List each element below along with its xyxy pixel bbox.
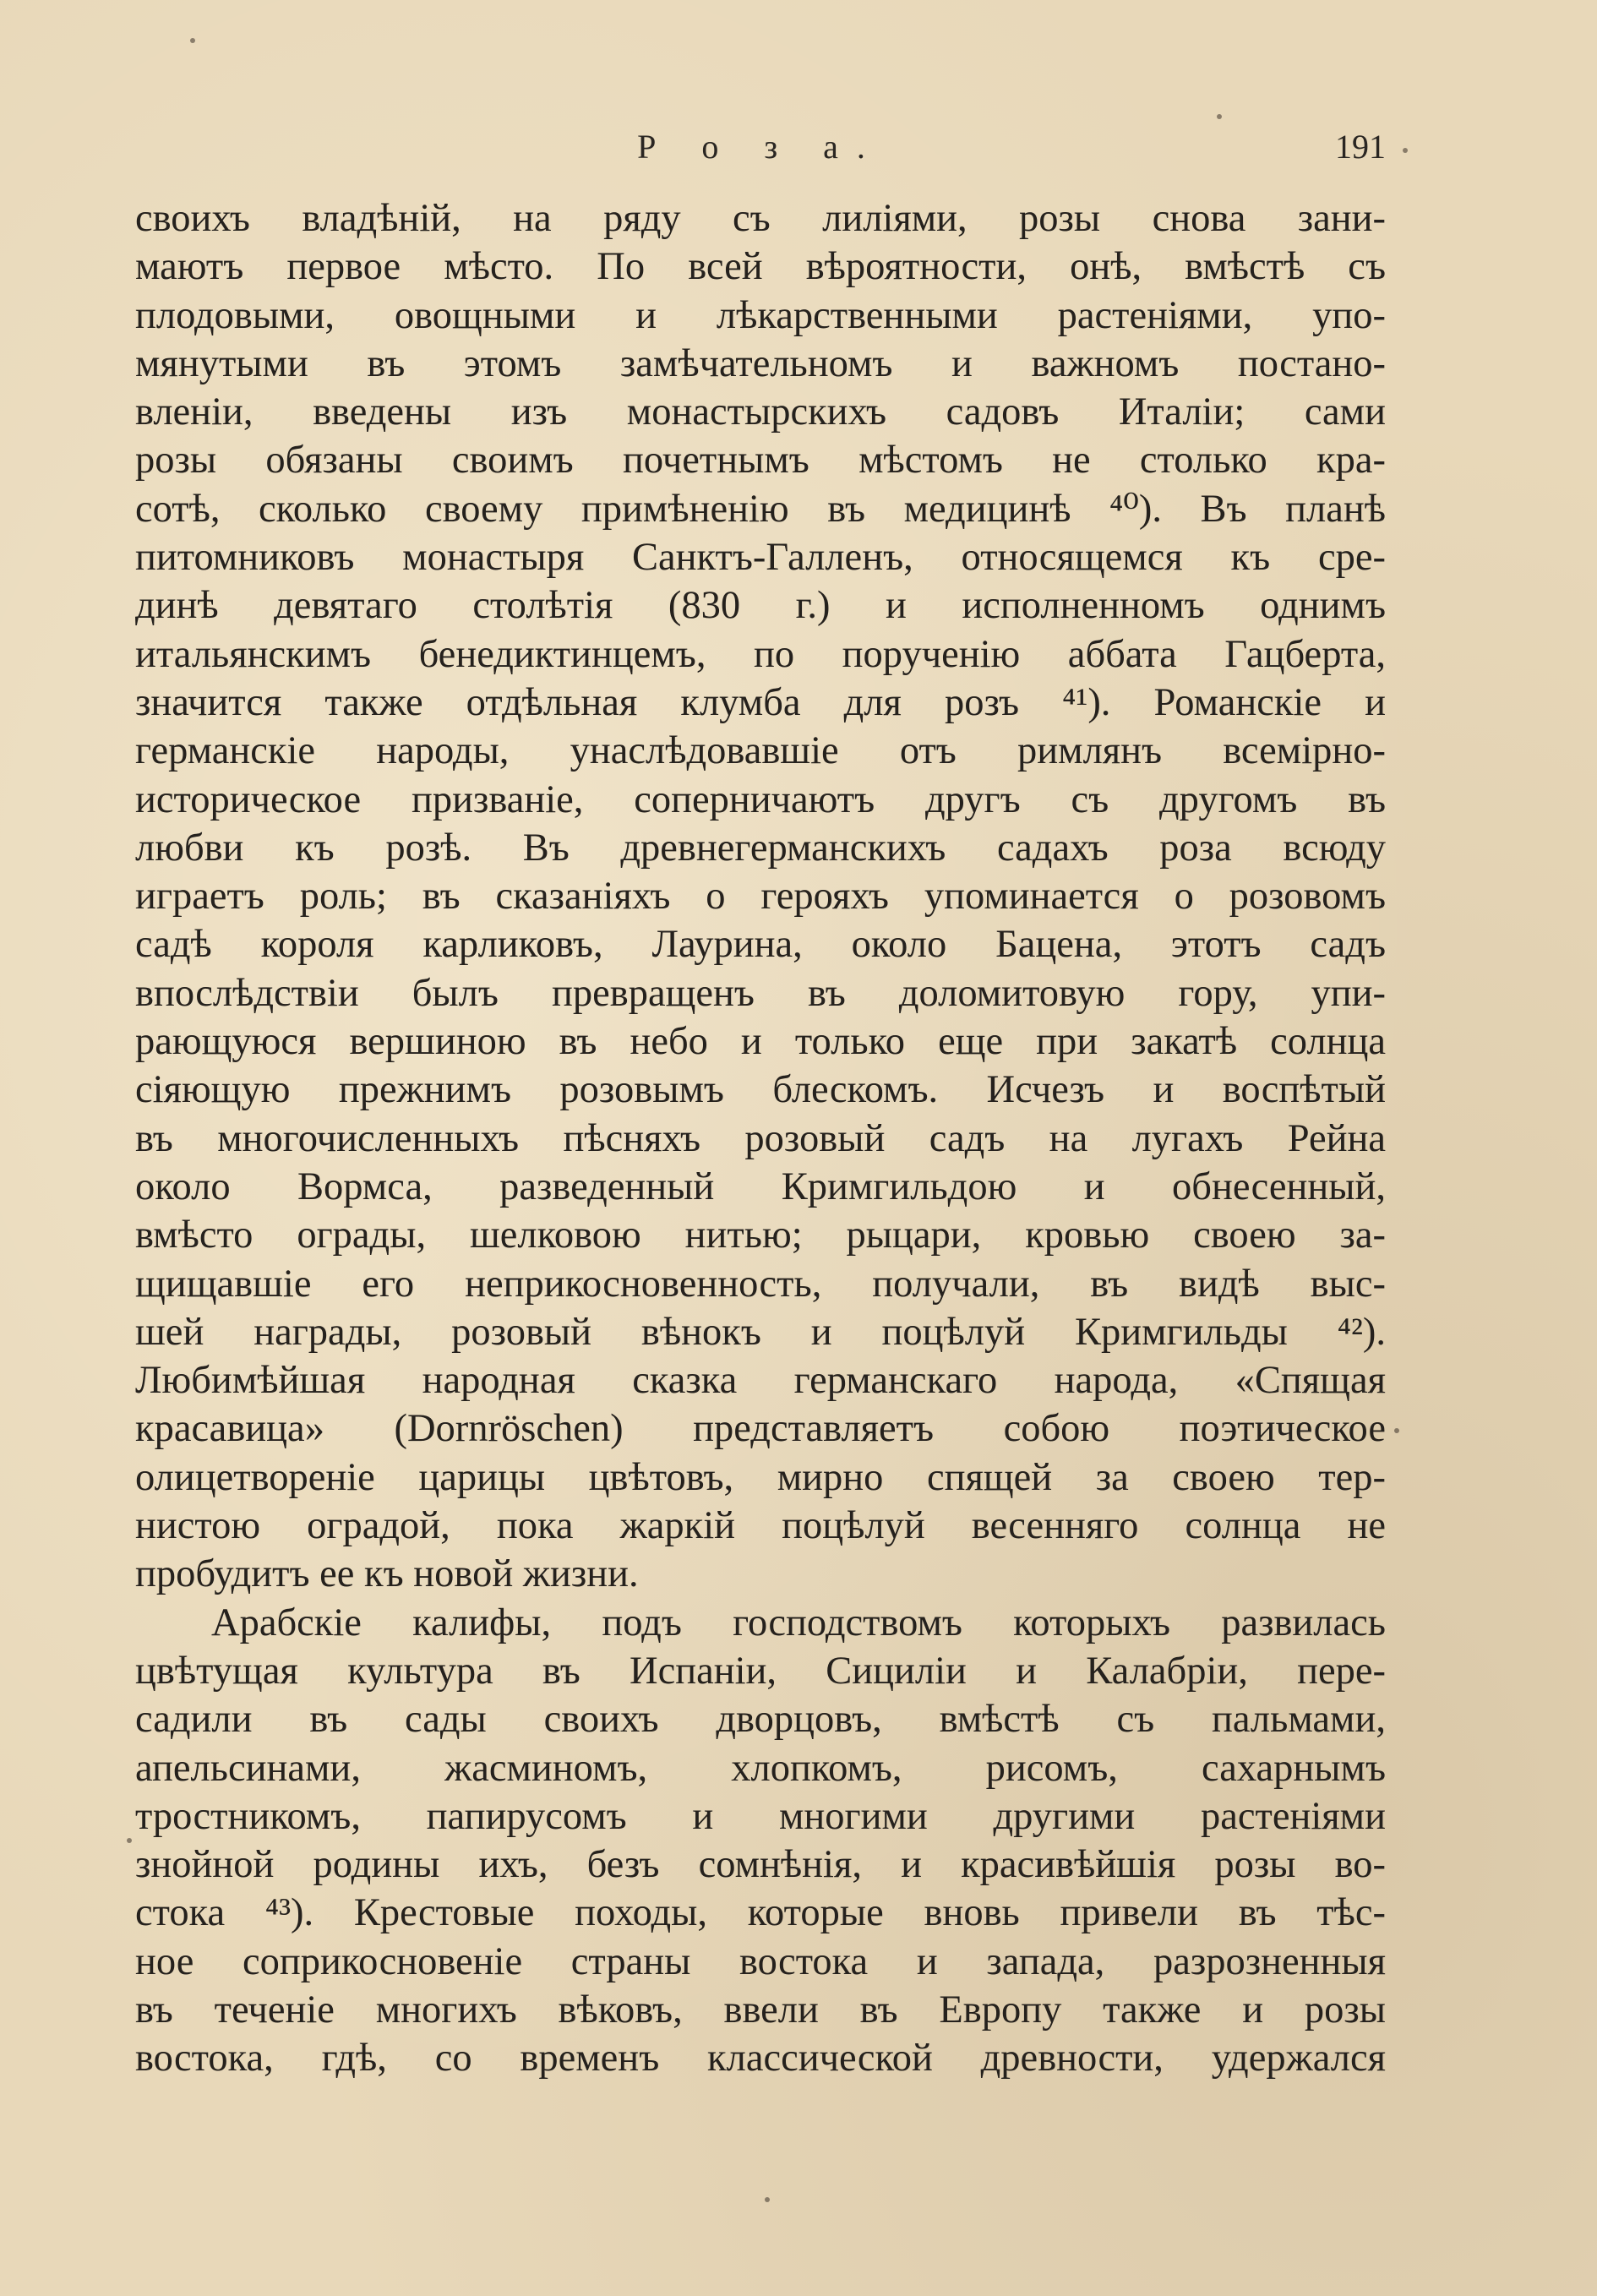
page-number: 191: [1335, 128, 1386, 166]
text-line: въ многочисленныхъ пѣсняхъ розовый садъ на лугахъ Рейна: [135, 1116, 1386, 1160]
text-line: сіяющую прежнимъ розовымъ блескомъ. Исчезъ и воспѣтый: [135, 1068, 1386, 1112]
text-line: Любимѣйшая народная сказка германскаго народа, «Спящая: [135, 1359, 1386, 1403]
text-line: ное соприкосновеніе страны востока и запада, разрозненныя: [135, 1939, 1386, 1983]
text-line: своихъ владѣній, на ряду съ лиліями, розы снова зани-: [135, 197, 1386, 240]
running-title: Р о з а.: [637, 128, 884, 166]
text-line: апельсинами, жасминомъ, хлопкомъ, рисомъ, сахарнымъ: [135, 1746, 1386, 1790]
text-line: мянутыми въ этомъ замѣчательномъ и важномъ постано-: [135, 341, 1386, 385]
paragraph-start-line: Арабскіе калифы, подъ господствомъ которыхъ развилась: [211, 1601, 1386, 1644]
text-line: динѣ девятаго столѣтія (830 г.) и исполненномъ однимъ: [135, 584, 1386, 628]
text-line: розы обязаны своимъ почетнымъ мѣстомъ не столько кра-: [135, 439, 1386, 483]
text-line: германскіе народы, унаслѣдовавшіе отъ римлянъ всемірно-: [135, 729, 1386, 773]
text-line: рающуюся вершиною въ небо и только еще при закатѣ солнца: [135, 1020, 1386, 1064]
paper-speck: [1403, 148, 1408, 153]
text-line: цвѣтущая культура въ Испаніи, Сициліи и Калабріи, пере-: [135, 1649, 1386, 1693]
paper-speck: [1217, 114, 1222, 119]
paper-speck: [1394, 1428, 1399, 1433]
text-line: садѣ короля карликовъ, Лаурина, около Бацена, этотъ садъ: [135, 923, 1386, 967]
paper-speck: [127, 1838, 132, 1843]
text-line: вмѣсто ограды, шелковою нитью; рыцари, кровью своею за-: [135, 1213, 1386, 1257]
text-line: любви къ розѣ. Въ древнегерманскихъ садахъ роза всюду: [135, 826, 1386, 870]
text-line: маютъ первое мѣсто. По всей вѣроятности, онѣ, вмѣстѣ съ: [135, 245, 1386, 289]
text-line: стока ⁴³). Крестовые походы, которые вновь привели въ тѣс-: [135, 1891, 1386, 1935]
text-line: щищавшіе его неприкосновенность, получали, въ видѣ выс-: [135, 1262, 1386, 1306]
page-header: [135, 127, 1386, 186]
paper-speck: [190, 38, 195, 43]
text-line: плодовыми, овощными и лѣкарственными растеніями, упо-: [135, 293, 1386, 337]
text-line: красавица» (Dornröschen) представляетъ собою поэтическое: [135, 1407, 1386, 1451]
text-line: олицетвореніе царицы цвѣтовъ, мирно спящей за своею тер-: [135, 1455, 1386, 1499]
text-line: итальянскимъ бенедиктинцемъ, по порученію аббата Гацберта,: [135, 632, 1386, 676]
text-line: тростникомъ, папирусомъ и многими другими растеніями: [135, 1794, 1386, 1838]
text-line: садили въ сады своихъ дворцовъ, вмѣстѣ съ пальмами,: [135, 1698, 1386, 1742]
text-line: значится также отдѣльная клумба для розъ ⁴¹). Романскіе и: [135, 680, 1386, 724]
text-line: впослѣдствіи былъ превращенъ въ доломитовую гору, упи-: [135, 971, 1386, 1015]
body-text: [135, 194, 1386, 2083]
paragraph-end-line: пробудитъ ее къ новой жизни.: [135, 1552, 639, 1596]
text-line: около Вормса, разведенный Кримгильдою и обнесенный,: [135, 1164, 1386, 1208]
text-line: нистою оградой, пока жаркій поцѣлуй весенняго солнца не: [135, 1504, 1386, 1548]
text-line: историческое призваніе, соперничаютъ другъ съ другомъ въ: [135, 777, 1386, 821]
text-line: знойной родины ихъ, безъ сомнѣнія, и красивѣйшія розы во-: [135, 1843, 1386, 1887]
text-line: шей награды, розовый вѣнокъ и поцѣлуй Кримгильды ⁴²).: [135, 1310, 1386, 1354]
text-line: питомниковъ монастыря Санктъ-Галленъ, относящемся къ сре-: [135, 536, 1386, 580]
paper-speck: [765, 2197, 770, 2202]
text-line: въ теченіе многихъ вѣковъ, ввели въ Европу также и розы: [135, 1988, 1386, 2031]
text-line: играетъ роль; въ сказаніяхъ о герояхъ упоминается о розовомъ: [135, 875, 1386, 919]
text-line: вленіи, введены изъ монастырскихъ садовъ Италіи; сами: [135, 390, 1386, 434]
text-line: востока, гдѣ, со временъ классической древности, удержался: [135, 2037, 1386, 2081]
text-line: сотѣ, сколько своему примѣненію въ медицинѣ ⁴⁰). Въ планѣ: [135, 487, 1386, 531]
